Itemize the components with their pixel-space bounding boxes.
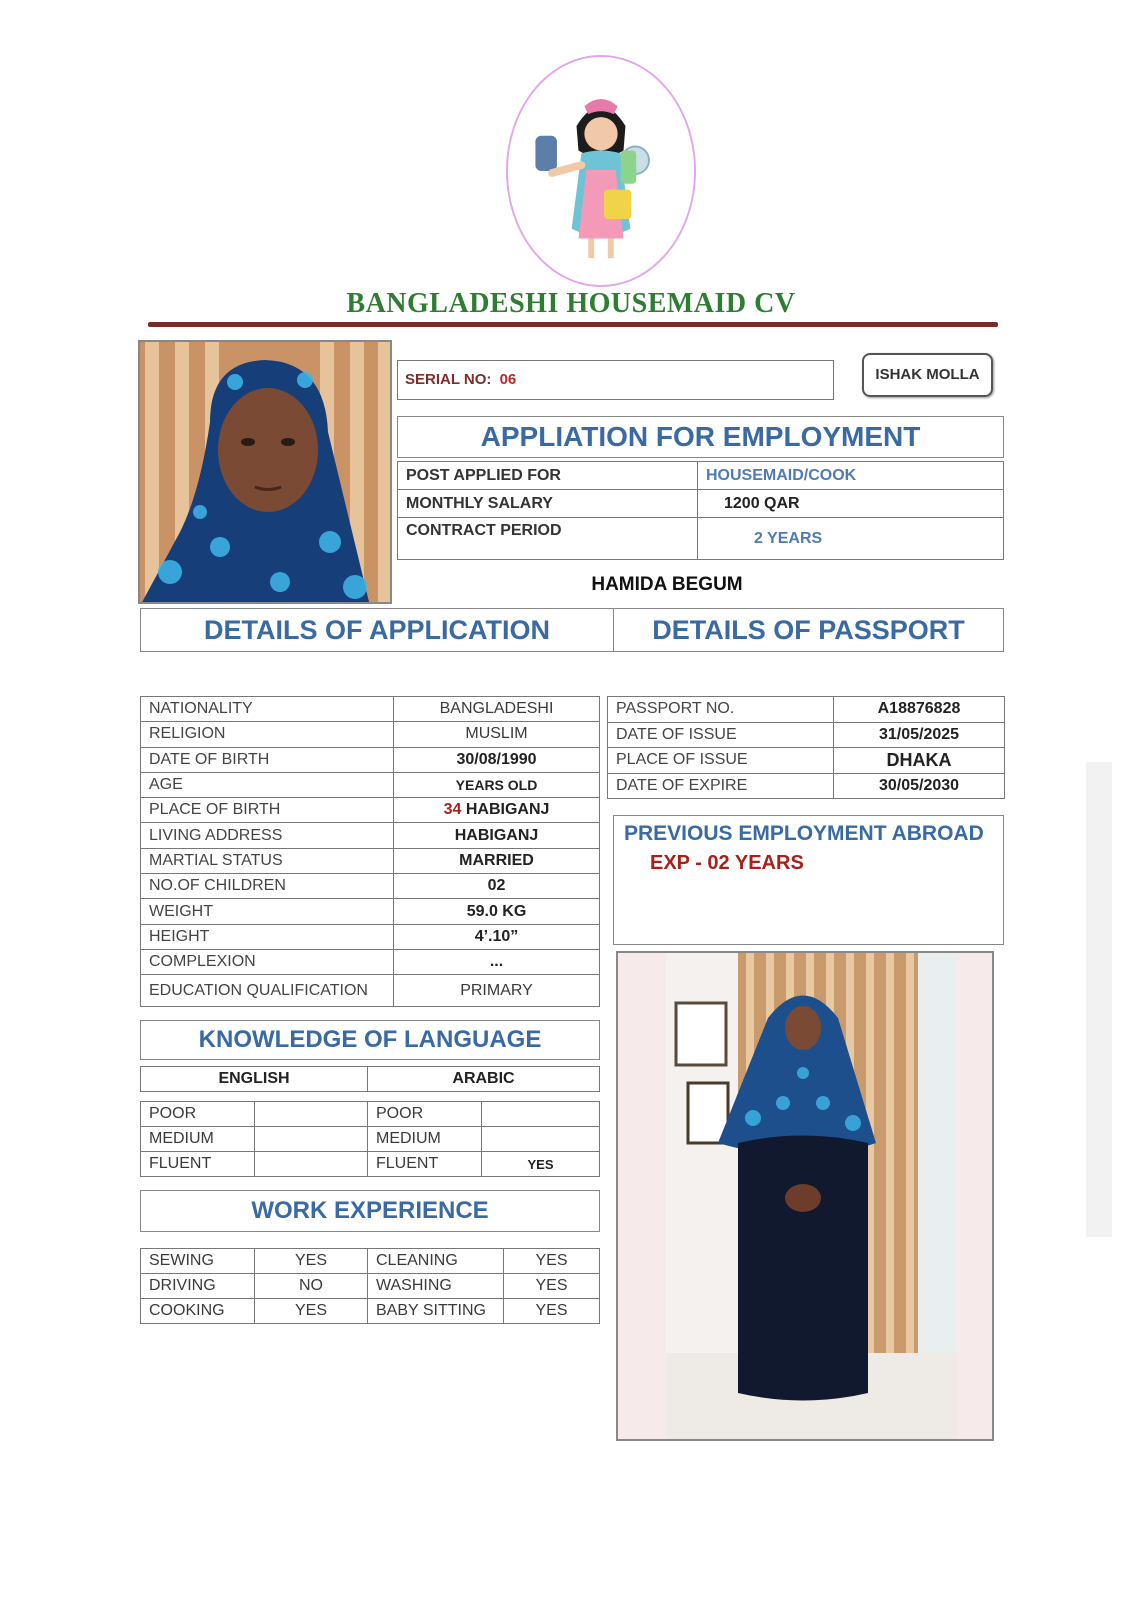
full-body-image bbox=[618, 953, 994, 1441]
english-level-label: MEDIUM bbox=[141, 1127, 255, 1152]
field-value: DHAKA bbox=[834, 748, 1005, 774]
employment-table bbox=[397, 461, 1004, 560]
table-row bbox=[141, 899, 600, 924]
arabic-level-value bbox=[482, 1127, 600, 1152]
table-row bbox=[608, 697, 1005, 723]
contract-period-label: CONTRACT PERIOD bbox=[398, 518, 698, 560]
scan-edge-shadow bbox=[1086, 762, 1112, 1237]
field-value: 31/05/2025 bbox=[834, 722, 1005, 748]
english-level-label: FLUENT bbox=[141, 1152, 255, 1177]
field-value: MARRIED bbox=[394, 848, 600, 873]
field-label: EDUCATION QUALIFICATION bbox=[141, 975, 394, 1007]
housemaid-illustration bbox=[508, 57, 694, 285]
table-row bbox=[141, 823, 600, 848]
serial-label: SERIAL NO: bbox=[405, 371, 492, 388]
table-row bbox=[141, 874, 600, 899]
housemaid-logo bbox=[506, 55, 696, 287]
skill-label: CLEANING bbox=[368, 1249, 504, 1274]
table-row bbox=[141, 798, 600, 823]
field-label: MARTIAL STATUS bbox=[141, 848, 394, 873]
monthly-salary-value: 1200 QAR bbox=[698, 490, 1004, 518]
table-row bbox=[141, 1274, 600, 1299]
table-row bbox=[141, 1299, 600, 1324]
english-level-value bbox=[255, 1102, 368, 1127]
skill-label: WASHING bbox=[368, 1274, 504, 1299]
field-value: HABIGANJ bbox=[394, 823, 600, 848]
field-value: PRIMARY bbox=[394, 975, 600, 1007]
passport-details-table bbox=[607, 696, 1005, 799]
column-arabic: ARABIC bbox=[368, 1067, 600, 1092]
serial-number-box bbox=[397, 360, 834, 400]
field-label: DATE OF EXPIRE bbox=[608, 773, 834, 799]
age-number: 34 bbox=[443, 801, 462, 819]
column-english: ENGLISH bbox=[141, 1067, 368, 1092]
field-label: PLACE OF ISSUE bbox=[608, 748, 834, 774]
field-label: RELIGION bbox=[141, 722, 394, 747]
field-value: MUSLIM bbox=[394, 722, 600, 747]
field-value: YEARS OLD bbox=[394, 772, 600, 797]
field-value: A18876828 bbox=[834, 697, 1005, 723]
table-row bbox=[141, 722, 600, 747]
arabic-level-value bbox=[482, 1102, 600, 1127]
arabic-level-label: FLUENT bbox=[368, 1152, 482, 1177]
skill-value: YES bbox=[255, 1299, 368, 1324]
portrait-image bbox=[140, 342, 392, 604]
skill-value: YES bbox=[504, 1274, 600, 1299]
skill-value: YES bbox=[504, 1299, 600, 1324]
title-divider bbox=[148, 322, 998, 327]
field-label: DATE OF ISSUE bbox=[608, 722, 834, 748]
skill-value: YES bbox=[255, 1249, 368, 1274]
table-row bbox=[141, 1127, 600, 1152]
work-experience-heading: WORK EXPERIENCE bbox=[140, 1190, 600, 1232]
language-heading: KNOWLEDGE OF LANGUAGE bbox=[140, 1020, 600, 1060]
field-label: PASSPORT NO. bbox=[608, 697, 834, 723]
table-row bbox=[141, 949, 600, 974]
table-row bbox=[398, 462, 1004, 490]
work-experience-table bbox=[140, 1248, 600, 1324]
agent-name-badge: ISHAK MOLLA bbox=[862, 353, 993, 397]
field-label: COMPLEXION bbox=[141, 949, 394, 974]
table-row bbox=[141, 1249, 600, 1274]
language-table bbox=[140, 1101, 600, 1177]
personal-details-table bbox=[140, 696, 600, 1007]
english-level-value bbox=[255, 1127, 368, 1152]
table-row bbox=[141, 1067, 600, 1092]
field-label: NO.OF CHILDREN bbox=[141, 874, 394, 899]
application-title: APPLIATION FOR EMPLOYMENT bbox=[397, 416, 1004, 458]
arabic-level-label: MEDIUM bbox=[368, 1127, 482, 1152]
table-row bbox=[398, 490, 1004, 518]
field-label: PLACE OF BIRTH bbox=[141, 798, 394, 823]
document-title: BANGLADESHI HOUSEMAID CV bbox=[346, 288, 796, 319]
field-value: 30/08/1990 bbox=[394, 747, 600, 772]
table-row bbox=[141, 924, 600, 949]
post-applied-label: POST APPLIED FOR bbox=[398, 462, 698, 490]
language-columns bbox=[140, 1066, 600, 1092]
table-row bbox=[141, 975, 600, 1007]
skill-value: NO bbox=[255, 1274, 368, 1299]
field-label: WEIGHT bbox=[141, 899, 394, 924]
english-level-value bbox=[255, 1152, 368, 1177]
table-row bbox=[141, 848, 600, 873]
field-label: LIVING ADDRESS bbox=[141, 823, 394, 848]
table-row bbox=[608, 722, 1005, 748]
field-value: 02 bbox=[394, 874, 600, 899]
applicant-name: HAMIDA BEGUM bbox=[591, 574, 743, 595]
post-applied-value: HOUSEMAID/COOK bbox=[698, 462, 1004, 490]
full-body-photo bbox=[616, 951, 994, 1441]
field-value: 4’.10” bbox=[394, 924, 600, 949]
arabic-level-label: POOR bbox=[368, 1102, 482, 1127]
english-level-label: POOR bbox=[141, 1102, 255, 1127]
monthly-salary-label: MONTHLY SALARY bbox=[398, 490, 698, 518]
contract-period-value: 2 YEARS bbox=[698, 518, 1004, 560]
portrait-photo bbox=[138, 340, 392, 604]
details-application-heading: DETAILS OF APPLICATION bbox=[140, 608, 614, 652]
skill-value: YES bbox=[504, 1249, 600, 1274]
table-row bbox=[608, 773, 1005, 799]
details-passport-heading: DETAILS OF PASSPORT bbox=[613, 608, 1004, 652]
serial-value: 06 bbox=[499, 371, 517, 388]
skill-label: DRIVING bbox=[141, 1274, 255, 1299]
table-row bbox=[141, 747, 600, 772]
table-row bbox=[608, 748, 1005, 774]
field-label: HEIGHT bbox=[141, 924, 394, 949]
table-row bbox=[141, 1152, 600, 1177]
field-value bbox=[394, 798, 600, 823]
field-value: 30/05/2030 bbox=[834, 773, 1005, 799]
field-label: AGE bbox=[141, 772, 394, 797]
skill-label: BABY SITTING bbox=[368, 1299, 504, 1324]
previous-employment-value: EXP - 02 YEARS bbox=[650, 852, 804, 874]
field-label: DATE OF BIRTH bbox=[141, 747, 394, 772]
table-row bbox=[141, 1102, 600, 1127]
field-label: NATIONALITY bbox=[141, 697, 394, 722]
skill-label: SEWING bbox=[141, 1249, 255, 1274]
arabic-level-value: YES bbox=[482, 1152, 600, 1177]
previous-employment-heading: PREVIOUS EMPLOYMENT ABROAD bbox=[624, 822, 984, 845]
field-value: BANGLADESHI bbox=[394, 697, 600, 722]
field-value: ... bbox=[394, 949, 600, 974]
place-of-birth-value: HABIGANJ bbox=[465, 801, 550, 819]
table-row bbox=[398, 518, 1004, 560]
table-row bbox=[141, 697, 600, 722]
table-row bbox=[141, 772, 600, 797]
skill-label: COOKING bbox=[141, 1299, 255, 1324]
previous-employment-box bbox=[613, 815, 1004, 945]
field-value: 59.0 KG bbox=[394, 899, 600, 924]
